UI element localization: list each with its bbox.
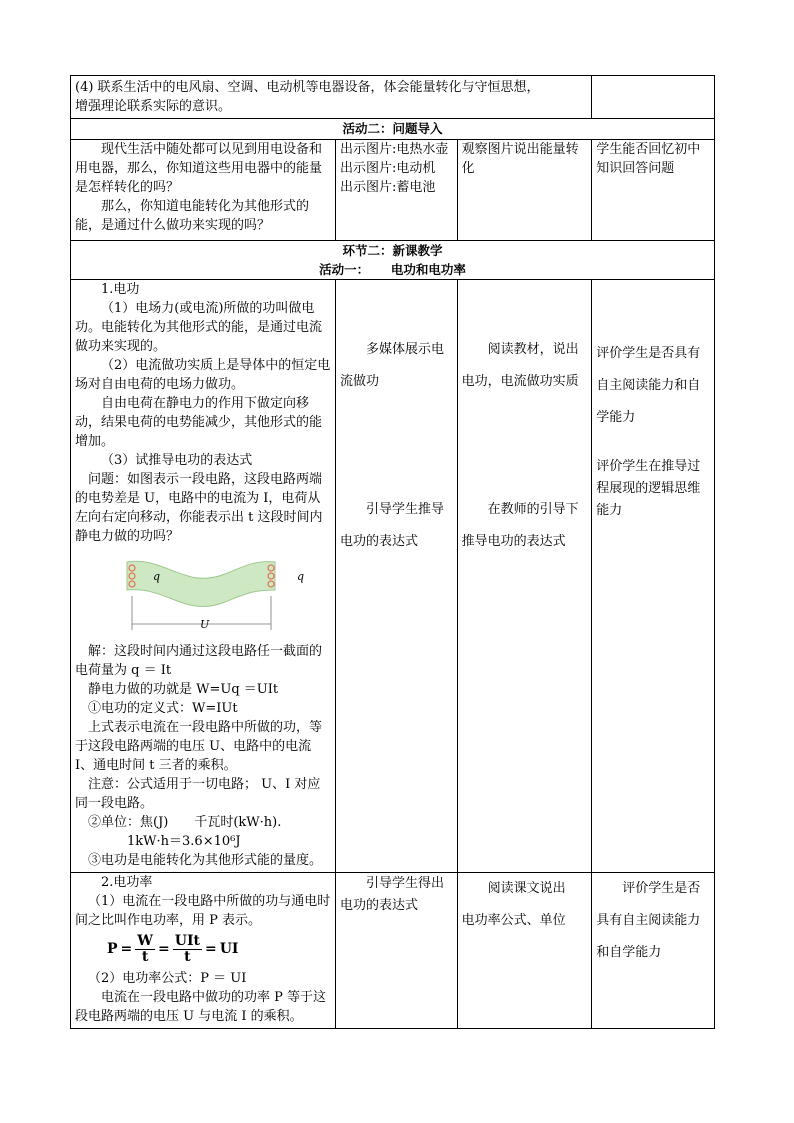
formula-eq3: = bbox=[204, 941, 217, 957]
section2-heading bbox=[71, 241, 715, 280]
label-U: U bbox=[200, 618, 210, 631]
formula-t2: t bbox=[184, 949, 191, 965]
label-q-right: q bbox=[297, 570, 305, 583]
fraction-uit-over-t bbox=[173, 934, 202, 965]
fraction-w-over-t bbox=[135, 934, 155, 965]
formula-W: W bbox=[137, 933, 153, 949]
work-teacher-a: 多媒体展示电流做功 bbox=[339, 342, 444, 389]
power-student-1: 阅读课文说出 bbox=[487, 881, 566, 896]
activity2-student bbox=[457, 140, 592, 241]
formula-t1: t bbox=[141, 949, 149, 965]
work-intent-a: 评价学生是否具有自主阅读能力和自学能力 bbox=[596, 346, 701, 425]
activity2-intent-text: 学生能否回忆初中知识回答问题 bbox=[596, 142, 701, 176]
work-student-a: 阅读教材，说出电功，电流做功实质 bbox=[461, 342, 579, 389]
power-content bbox=[71, 873, 336, 1029]
power-student bbox=[457, 873, 592, 1029]
formula-eq1: = bbox=[120, 941, 133, 957]
work-units: ②单位：焦(J) 千瓦时(kW·h). bbox=[88, 815, 282, 830]
conductor-shape bbox=[127, 561, 275, 606]
lesson-plan-table bbox=[70, 75, 715, 1029]
work-solution: 解：这段时间内通过这段电路任一截面的电荷量为 q ＝ It bbox=[75, 644, 323, 678]
work-measure: ③电功是电能转化为其他形式能的量度。 bbox=[88, 853, 323, 868]
section2-title: 环节二：新课教学 bbox=[342, 243, 443, 258]
goal-4-line2: 增强理论联系实际的意识。 bbox=[75, 99, 232, 114]
goal-cell bbox=[71, 76, 592, 119]
work-note: 注意：公式适用于一切电路； U、I 对应同一段电路。 bbox=[75, 777, 321, 811]
work-explanation: 上式表示电流在一段电路中所做的功，等于这段电路两端的电压 U、电路中的电流 I、通电时间 t 三者的乘积。 bbox=[75, 720, 323, 773]
work-question: 问题：如图表示一段电路，这段电路两端的电势差是 U，电路中的电流为 I，电荷从左向右定向移动，你能表示出 t 这段时间内静电力做的功吗？ bbox=[75, 472, 323, 544]
power-teacher bbox=[335, 873, 457, 1029]
circuit-figure bbox=[75, 546, 331, 642]
goal-row bbox=[71, 76, 715, 119]
work-teacher bbox=[335, 280, 457, 873]
label-q-left: q bbox=[153, 570, 161, 583]
formula-UIt: UIt bbox=[174, 933, 200, 949]
power-p2: （2）电功率公式：P ＝ UI bbox=[88, 971, 247, 986]
section2-heading-row bbox=[71, 241, 715, 280]
teacher-image-motor: 出示图片:电动机 bbox=[339, 161, 436, 176]
activity2-student-text: 观察图片说出能量转化 bbox=[461, 142, 579, 176]
work-row bbox=[71, 280, 715, 873]
conductor-diagram bbox=[75, 546, 311, 642]
power-formula bbox=[107, 934, 331, 965]
work-definition: ①电功的定义式：W=IUt bbox=[88, 701, 238, 716]
work-student bbox=[457, 280, 592, 873]
activity2-row bbox=[71, 140, 715, 241]
goal-empty-cell bbox=[592, 76, 715, 119]
activity2-paragraph-1: 现代生活中随处都可以见到用电设备和用电器，那么，你知道这些用电器中的能量是怎样转化的吗？ bbox=[75, 142, 323, 195]
activity2-heading-row bbox=[71, 119, 715, 140]
power-p1: （1）电流在一段电路中所做的功与通电时间之比叫作电功率，用 P 表示。 bbox=[75, 894, 331, 928]
teacher-image-kettle: 出示图片:电热水壶 bbox=[339, 142, 449, 157]
work-intent-b: 评价学生在推导过程展现的逻辑思维能力 bbox=[596, 459, 701, 518]
work-formula: 静电力做的功就是 W=Uq ＝UIt bbox=[88, 682, 279, 697]
activity1-label: 活动一： bbox=[319, 262, 370, 277]
formula-eq2: = bbox=[158, 941, 170, 957]
activity2-heading: 活动二：问题导入 bbox=[71, 119, 715, 140]
work-student-b: 在教师的引导下推导电功的表达式 bbox=[461, 502, 579, 549]
goal-4-line1: (4) 联系生活中的电风扇、空调、电动机等电器设备，体会能量转化与守恒思想， bbox=[75, 80, 540, 95]
power-row bbox=[71, 873, 715, 1029]
activity1-title bbox=[75, 260, 710, 279]
power-intent bbox=[592, 873, 715, 1029]
power-intent-text: 评价学生是否具有自主阅读能力和自学能力 bbox=[596, 881, 701, 960]
power-p3: 电流在一段电路中做功的功率 P 等于这段电路两端的电压 U 与电流 I 的乘积。 bbox=[75, 990, 327, 1024]
work-teacher-b: 引导学生推导电功的表达式 bbox=[339, 502, 444, 549]
activity2-paragraph-2: 那么，你知道电能转化为其他形式的能，是通过什么做功来实现的吗？ bbox=[75, 199, 310, 233]
work-p2: （2）电流做功实质上是导体中的恒定电场对自由电荷的电场力做功。 bbox=[75, 358, 331, 392]
work-unit-conversion: 1kW·h＝3.6×10⁶J bbox=[127, 834, 241, 849]
formula-UI: UI bbox=[219, 941, 239, 957]
work-content bbox=[71, 280, 336, 873]
activity1-name: 电功和电功率 bbox=[390, 262, 466, 277]
teacher-image-battery: 出示图片:蓄电池 bbox=[339, 180, 436, 195]
work-intent bbox=[592, 280, 715, 873]
formula-P: P bbox=[107, 941, 118, 957]
power-student-2: 电功率公式、单位 bbox=[461, 913, 566, 928]
activity2-teacher bbox=[335, 140, 457, 241]
work-p1: （1）电场力(或电流)所做的功叫做电功。电能转化为其他形式的能，是通过电流做功来实现的。 bbox=[75, 301, 323, 354]
work-p3: 自由电荷在静电力的作用下做定向移动，结果电荷的电势能减少，其他形式的能增加。 bbox=[75, 396, 323, 449]
activity2-intent bbox=[592, 140, 715, 241]
power-title: 2.电功率 bbox=[101, 875, 153, 890]
work-title: 1.电功 bbox=[101, 282, 140, 297]
power-teacher-text: 引导学生得出电功的表达式 bbox=[339, 876, 444, 913]
work-p4: （3）试推导电功的表达式 bbox=[101, 453, 253, 468]
activity2-content bbox=[71, 140, 336, 241]
